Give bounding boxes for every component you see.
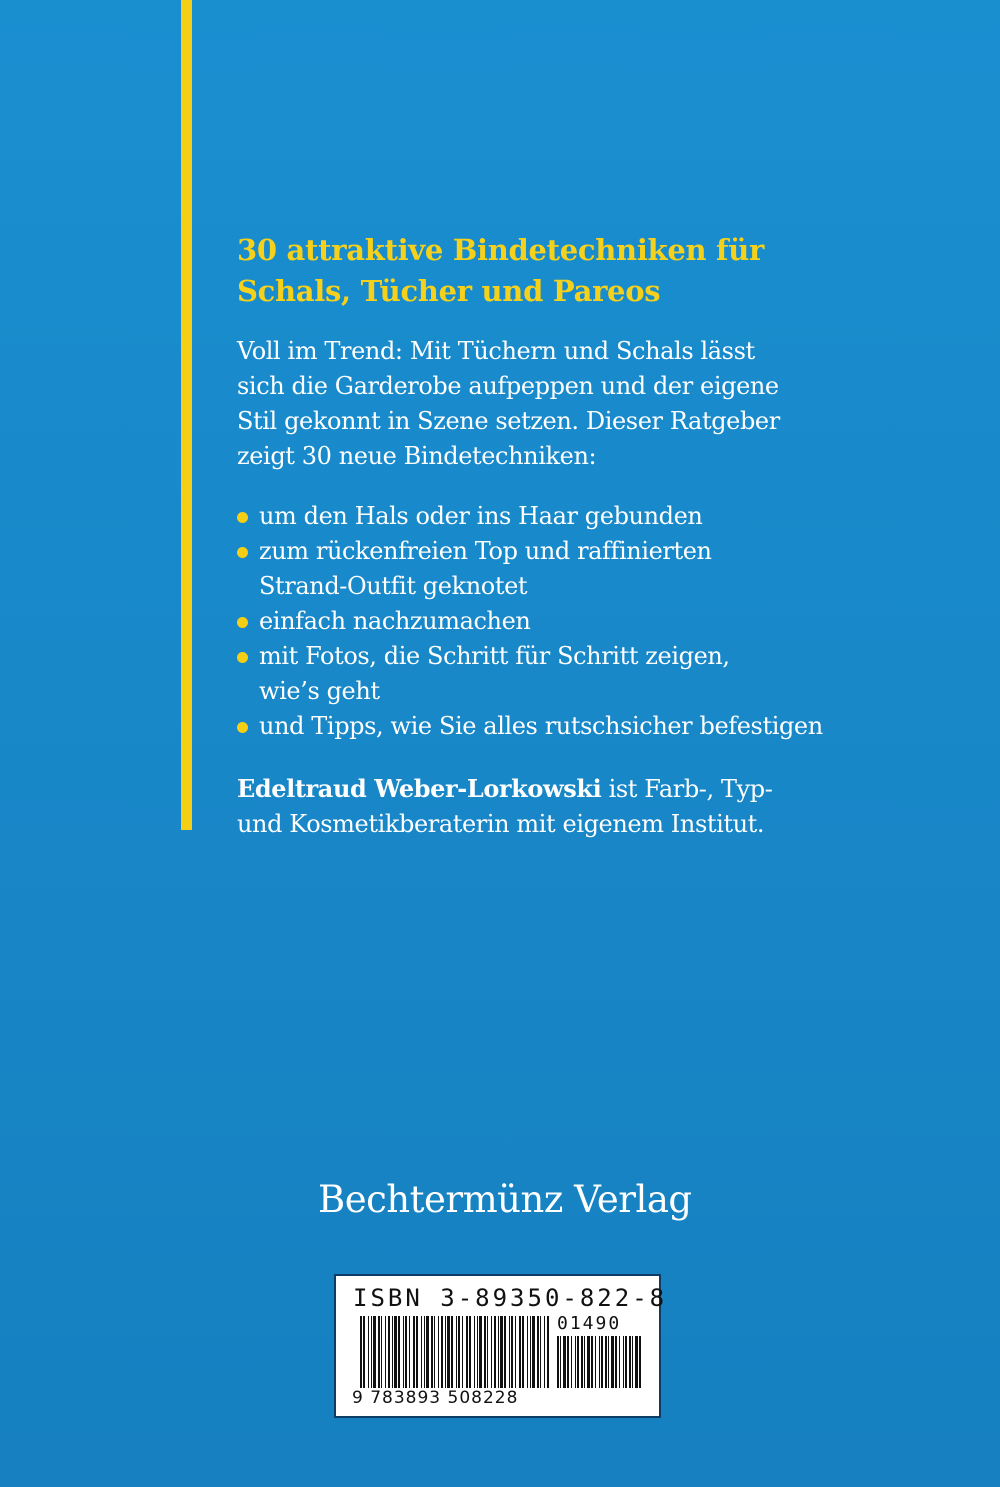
yellow-dot-icon <box>237 547 248 558</box>
yellow-dot-icon <box>237 652 248 663</box>
barcode-label <box>334 1274 668 1418</box>
ean-barcode-icon <box>360 1316 550 1388</box>
feature-text: mit Fotos, die Schritt für Schritt zeigen, <box>259 642 730 670</box>
headline <box>237 230 937 312</box>
yellow-accent-bar <box>181 0 192 830</box>
intro-paragraph <box>237 334 877 474</box>
intro-line: Stil gekonnt in Szene setzen. Dieser Ratgeber <box>237 407 780 435</box>
headline-line: Schals, Tücher und Pareos <box>237 274 661 308</box>
publisher-name: Bechtermünz Verlag <box>318 1178 692 1221</box>
price-code: 01490 <box>557 1313 622 1334</box>
yellow-dot-icon <box>237 722 248 733</box>
intro-line: sich die Garderobe aufpeppen und der eigene <box>237 372 779 400</box>
feature-text: einfach nachzumachen <box>259 607 531 635</box>
feature-text: zum rückenfreien Top und raffinierten <box>259 537 712 565</box>
yellow-dot-icon <box>237 512 248 523</box>
author-bio <box>237 771 877 842</box>
author-bio-text: ist Farb-, Typ- <box>601 775 773 803</box>
intro-line: Voll im Trend: Mit Tüchern und Schals lässt <box>237 337 755 365</box>
feature-item <box>237 604 877 639</box>
yellow-dot-icon <box>237 617 248 628</box>
isbn-number: ISBN 3-89350-822-8 <box>353 1284 668 1312</box>
feature-text: um den Hals oder ins Haar gebunden <box>259 502 703 530</box>
author-name: Edeltraud Weber-Lorkowski <box>237 774 602 803</box>
feature-item <box>237 534 877 604</box>
headline-line: 30 attraktive Bindetechniken für <box>237 233 764 267</box>
author-bio-text: und Kosmetikberaterin mit eigenem Institut. <box>237 810 765 838</box>
addon-barcode-icon <box>557 1336 643 1388</box>
feature-text: Strand-Outfit geknotet <box>259 572 528 600</box>
ean-digits: 9 783893 508228 <box>352 1388 519 1408</box>
feature-item <box>237 499 877 534</box>
feature-text: wie’s geht <box>259 677 380 705</box>
intro-line: zeigt 30 neue Bindetechniken: <box>237 442 597 470</box>
feature-item <box>237 639 877 709</box>
feature-text: und Tipps, wie Sie alles rutschsicher befestigen <box>259 712 823 740</box>
feature-list <box>237 499 877 744</box>
feature-item <box>237 709 877 744</box>
